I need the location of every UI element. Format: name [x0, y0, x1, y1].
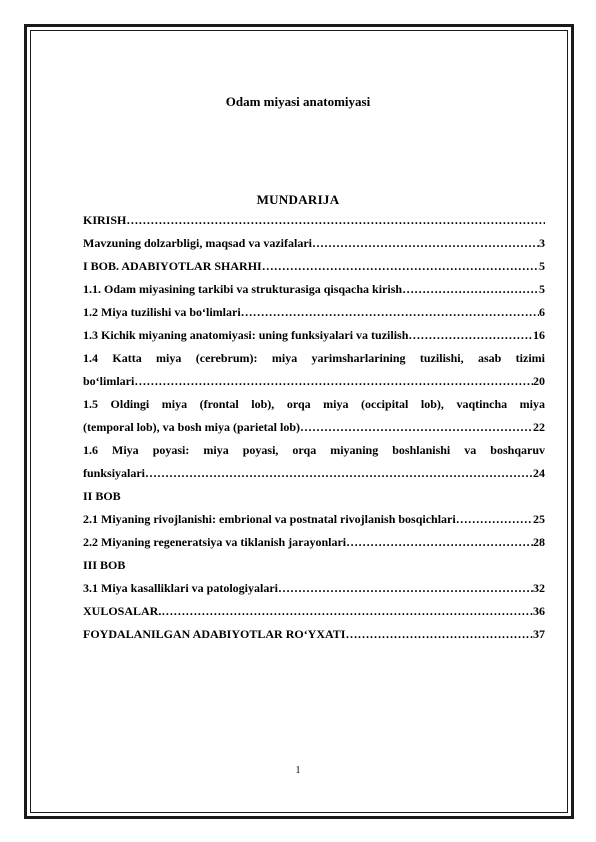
toc-entry: 3.1 Miya kasalliklari va patologiyalari …………………………………………………………………………………………………………………………………… 32 — [83, 577, 545, 600]
toc-entry: bo‘limlari …………………………………………………………………………………………………………………………………… 20 — [83, 370, 545, 393]
page-number: 1 — [295, 765, 301, 776]
toc-entry: 2.2 Miyaning regeneratsiya va tiklanish jarayonlari …………………………………………………………………………………………………………………………………… 28 — [83, 531, 545, 554]
toc-entry: 1.1. Odam miyasining tarkibi va strukturasiga qisqacha kirish …………………………………………………………………………………………………………………………………… 5 — [83, 278, 545, 301]
toc-entry: 2.1 Miyaning rivojlanishi: embrional va postnatal rivojlanish bosqichlari …………………………………………………………………………………………………………………………………… 25 — [83, 508, 545, 531]
toc-heading: MUNDARIJA — [256, 192, 340, 207]
toc-entry-wrapped-start: 1.5 Oldingi miya (frontal lob), orqa miya (occipital lob), vaqtincha miya — [83, 397, 545, 411]
document-title: Odam miyasi anatomiyasi — [225, 94, 371, 109]
toc-entry-kirish: KIRISH …………………………………………………………………………………………………………………………………… — [83, 209, 545, 232]
toc-section-heading: II BOB — [83, 489, 121, 503]
toc-entry-wrapped-start: 1.6 Miya poyasi: miya poyasi, orqa miyaning boshlanishi va boshqaruv — [83, 443, 545, 457]
toc-entry: (temporal lob), va bosh miya (parietal lob) …………………………………………………………………………………………………………………………………… 22 — [83, 416, 545, 439]
toc-entry: XULOSALAR. …………………………………………………………………………………………………………………………………… 36 — [83, 600, 545, 623]
toc-entry: 1.2 Miya tuzilishi va bo‘limlari …………………………………………………………………………………………………………………………………… 6 — [83, 301, 545, 324]
toc-entry: I BOB. ADABIYOTLAR SHARHI …………………………………………………………………………………………………………………………………… 5 — [83, 255, 545, 278]
toc-entry: 1.3 Kichik miyaning anatomiyasi: uning funksiyalari va tuzilish …………………………………………………………………………………………………………………………………… 16 — [83, 324, 545, 347]
toc-entry: FOYDALANILGAN ADABIYOTLAR RO‘YXATI …………………………………………………………………………………………………………………………………… 37 — [83, 623, 545, 646]
toc-entry: Mavzuning dolzarbligi, maqsad va vazifalari …………………………………………………………………………………………………………………………………… 3 — [83, 232, 545, 255]
toc-entry: funksiyalari …………………………………………………………………………………………………………………………………… 24 — [83, 462, 545, 485]
table-of-contents — [83, 209, 545, 646]
toc-entry-wrapped-start: 1.4 Katta miya (cerebrum): miya yarimsharlarining tuzilishi, asab tizimi — [83, 351, 545, 365]
toc-section-heading: III BOB — [83, 558, 126, 572]
